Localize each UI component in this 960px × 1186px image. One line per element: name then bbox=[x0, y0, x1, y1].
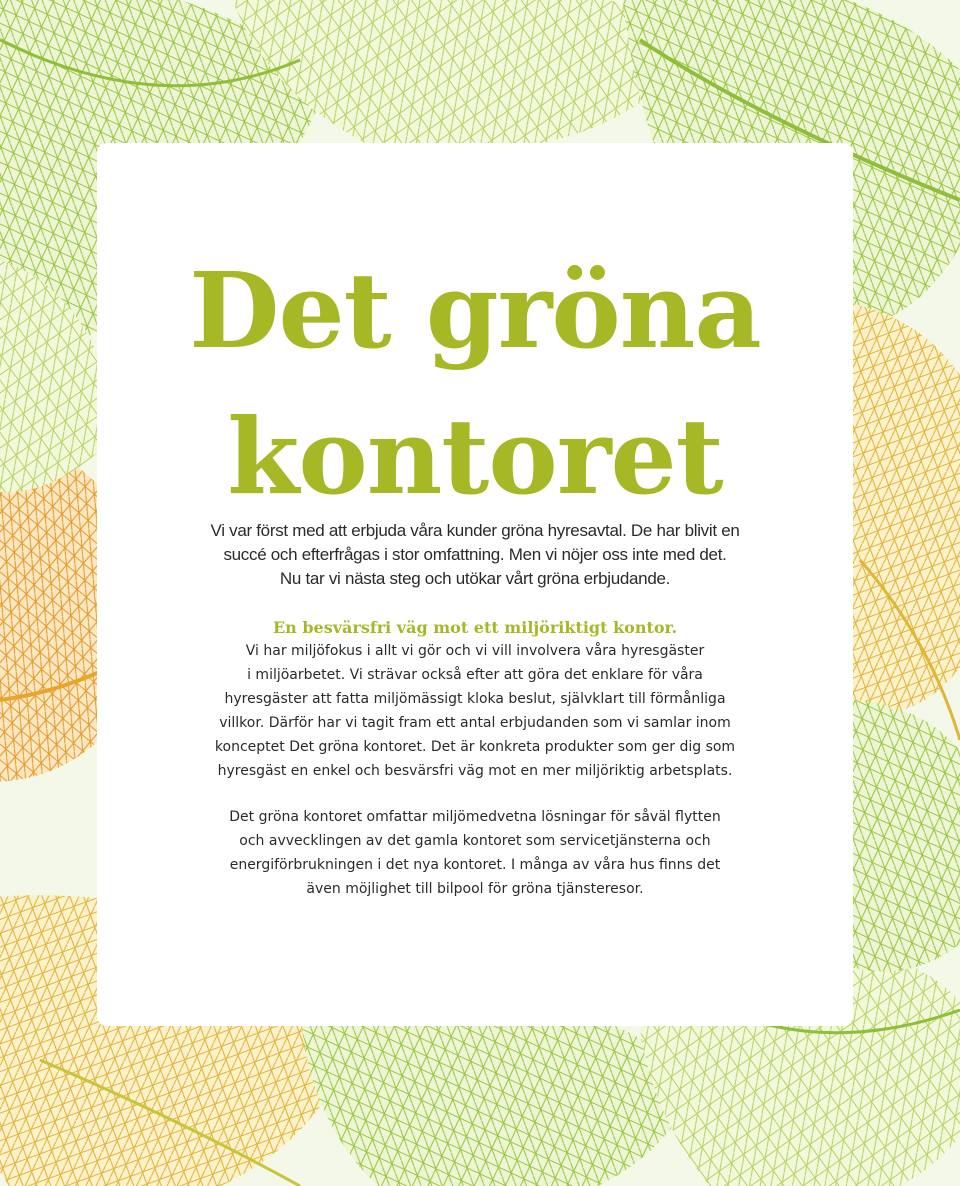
content-card bbox=[97, 143, 853, 1026]
title-line: kontoret bbox=[227, 395, 723, 518]
body-line: konceptet Det gröna kontoret. Det är konkreta produkter som ger dig som bbox=[214, 739, 736, 755]
body-line: hyresgäster att fatta miljömässigt kloka beslut, självklart till förmånliga bbox=[224, 691, 726, 707]
body-line: villkor. Därför har vi tagit fram ett antal erbjudanden som vi samlar inom bbox=[219, 715, 731, 731]
subheading: En besvärsfri väg mot ett miljöriktigt kontor. bbox=[272, 618, 678, 637]
body-paragraph-1 bbox=[137, 639, 813, 783]
page-title bbox=[97, 238, 853, 530]
intro-line: succé och efterfrågas i stor omfattning. Men vi nöjer oss inte med det. bbox=[223, 545, 727, 564]
body-line: hyresgäst en enkel och besvärsfri väg mot en mer miljöriktig arbetsplats. bbox=[217, 763, 733, 779]
intro-line: Nu tar vi nästa steg och utökar vårt gröna erbjudande. bbox=[279, 569, 671, 588]
title-line: Det gröna bbox=[189, 249, 761, 372]
body-line: i miljöarbetet. Vi strävar också efter att göra det enklare för våra bbox=[247, 667, 703, 683]
intro-paragraph bbox=[137, 519, 813, 591]
body-paragraph-2 bbox=[137, 805, 813, 901]
body-line: Det gröna kontoret omfattar miljömedvetna lösningar för såväl flytten bbox=[229, 809, 721, 825]
body-line: Vi har miljöfokus i allt vi gör och vi vill involvera våra hyresgäster bbox=[245, 643, 705, 659]
body-line: energiförbrukningen i det nya kontoret. I många av våra hus finns det bbox=[229, 857, 721, 873]
body-line: och avvecklingen av det gamla kontoret som servicetjänsterna och bbox=[239, 833, 711, 849]
body-line: även möjlighet till bilpool för gröna tjänsteresor. bbox=[306, 881, 644, 897]
intro-line: Vi var först med att erbjuda våra kunder gröna hyresavtal. De har blivit en bbox=[210, 521, 740, 540]
